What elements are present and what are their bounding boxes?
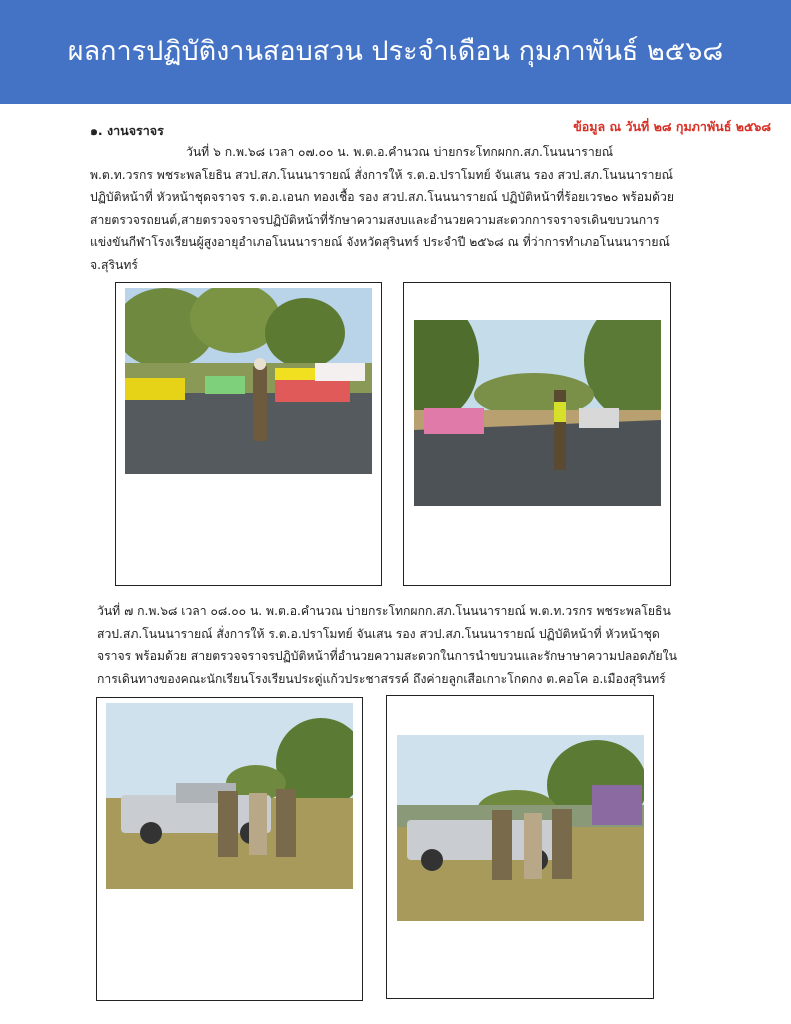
entry-1-line: แข่งขันกีฬาโรงเรียนผู้สูงอายุอำเภอโนนนารายณ์ จังหวัดสุรินทร์ ประจำปี ๒๕๖๘ ณ ที่ว่าการทำเภอโนนนารายณ์: [90, 235, 670, 249]
date-note: ข้อมูล ณ วันที่ ๒๘ กุมภาพันธ์ ๒๕๖๘: [573, 119, 771, 134]
entry-2-paragraph: [97, 600, 737, 690]
entry-2-line: การเดินทางของคณะนักเรียนโรงเรียนประดู่แก้วประชาสรรค์ ถึงค่ายลูกเสือเกาะโกดกง ต.คอโค อ.เมืองสุรินทร์: [97, 671, 666, 686]
entry-1-line: สายตรวจรถยนต์,สายตรวจจราจรปฏิบัติหน้าที่รักษาความสงบและอำนวยความสะดวกการจราจรเดินขบวนการ: [90, 212, 660, 227]
entry-1-line: จ.สุรินทร์: [90, 257, 138, 272]
entry-2-line: วันที่ ๗ ก.พ.๖๘ เวลา ๐๘.๐๐ น. พ.ต.อ.คำนวณ บ่ายกระโทกผกก.สภ.โนนนารายณ์ พ.ต.ท.วรกร พชระพลโยธิน: [97, 604, 671, 618]
entry-1-paragraph: [90, 141, 730, 276]
section-heading: ๑. งานจราจร: [90, 123, 164, 138]
entry-1-line: ปฏิบัติหน้าที่ หัวหน้าชุดจราจร ร.ต.อ.เอนก ทองเชื้อ รอง สวป.สภ.โนนนารายณ์ ปฏิบัติหน้าที่ร้อยเวร๒๐ พร้อมด้วย: [90, 190, 675, 204]
officers-photo-2: [397, 735, 644, 921]
entry-1-line: วันที่ ๖ ก.พ.๖๘ เวลา ๐๗.๐๐ น. พ.ต.อ.คำนวณ บ่ายกระโทกผกก.สภ.โนนนารายณ์: [186, 145, 614, 159]
entry-2-line: จราจร พร้อมด้วย สายตรวจจราจรปฏิบัติหน้าที่อำนวยความสะดวกในการนำขบวนและรักษาษาความปลอดภัยใน: [97, 649, 677, 663]
parade-photo-2: [414, 320, 661, 506]
page-title: ผลการปฏิบัติงานสอบสวน ประจำเดือน กุมภาพันธ์ ๒๕๖๘: [67, 36, 724, 67]
entry-2-line: สวป.สภ.โนนนารายณ์ สั่งการให้ ร.ต.อ.ปราโมทย์ จันเสน รอง สวป.สภ.โนนนารายณ์ ปฏิบัติหน้าที่ หัวหน้าชุด: [97, 626, 660, 641]
officers-photo-1: [106, 703, 353, 889]
parade-photo-1: [125, 288, 372, 474]
entry-1-line: พ.ต.ท.วรกร พชระพลโยธิน สวป.สภ.โนนนารายณ์ สั่งการให้ ร.ต.อ.ปราโมทย์ จันเสน รอง สวป.สภ.โนนนารายณ์: [90, 167, 673, 182]
